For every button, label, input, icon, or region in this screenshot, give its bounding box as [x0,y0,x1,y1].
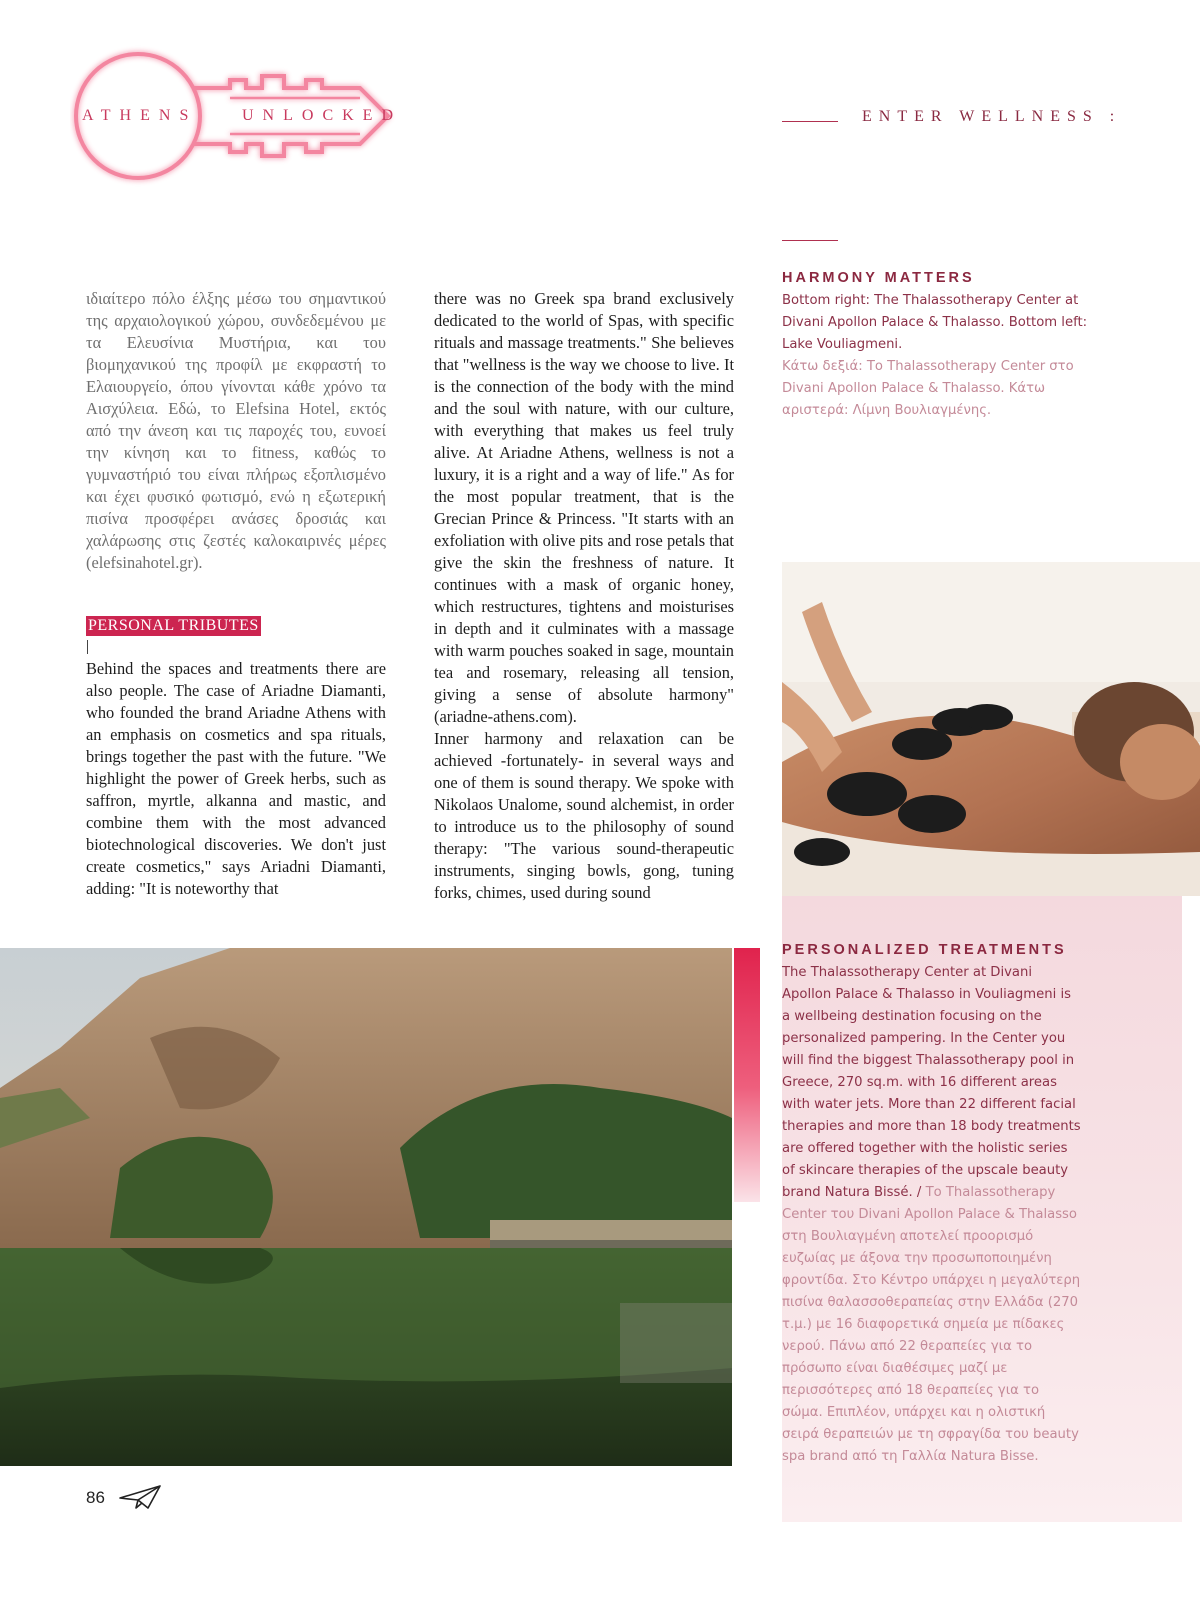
lake-vouliagmeni-photo [0,948,732,1466]
caption-rule [782,240,838,241]
logo-text-athens: ATHENS [82,107,198,124]
paper-plane-icon [118,1484,162,1510]
athens-unlocked-logo [70,40,400,190]
caption-title-personalized: PERSONALIZED TREATMENTS [782,942,1067,958]
caption-personalized-gr: Το Thalassotherapy Center του Divani Apollon Palace & Thalasso στη Βουλιαγμένη αποτελεί προορισμό ευζωίας με άξονα την προσωποποιημένη φροντίδα. Στο Κέντρο υπάρχει η μεγαλύτερη πισίνα θαλασσοθεραπείας στην Ελλάδα (270 τ.μ.) με 16 διαφορετικά σημεία με πίδακες νερού. Πάνω από 22 θεραπείες για το πρόσωπο είναι διαθέσιμες μαζί με περισσότερες από 18 θεραπείες για το σώμα. Επιπλέον, υπάρχει και η ολιστική σειρά θεραπειών με τη σφραγίδα του beauty spa brand από τη Γαλλία Natura Bisse. [782,1185,1081,1464]
greek-intro-text: ιδιαίτερο πόλο έλξης μέσω του σημαντικού της αρχαιολογικού χώρου, συνδεδεμένου με τα Ελευσίνια Μυστήρια, και του βιομηχανικού της προφίλ με εκφραστή το Ελαιουργείο, όπου γίνονται κάθε χρόνο τα Αισχύλεια. Εδώ, το Elefsina Hotel, εκτός από την άνεση και τις παροχές του, ευνοεί την κίνηση και το fitness, καθώς το γυμναστήριό του είναι πλήρως εξοπλισμένο και έχει φυσικό φωτισμό, ενώ η εξωτερική πισίνα προσφέρει ανάσες δροσιάς και χαλάρωσης στις ζεστές καλοκαιρινές μέρες (elefsinahotel.gr). [86,289,386,572]
middle-body-column [434,288,734,904]
middle-body-text-2: Inner harmony and relaxation can be achieved -fortunately- in several ways and one of them is sound therapy. We spoke with Nikolaos Unalome, sound alchemist, in order to introduce us to the philosophy of sound therapy: "The various sound-therapeutic instruments, singing bowls, gong, tuning forks, chimes, used during sound [434,729,734,902]
logo-text-unlocked: UNLOCKED [242,107,402,124]
caption-harmony-en: Bottom right: The Thalassotherapy Center at Divani Apollon Palace & Thalasso. Bottom left: Lake Vouliagmeni. [782,293,1088,352]
accent-gradient-bar [734,948,760,1202]
page-number: 86 [86,1488,105,1507]
greek-intro-column [86,288,386,574]
left-body-column [86,658,386,900]
left-body-text: Behind the spaces and treatments there are also people. The case of Ariadne Diamanti, who founded the brand Ariadne Athens with an emphasis on cosmetics and spa rituals, brings together the past with the future. "We highlight the power of Greek herbs, such as saffron, myrtle, alkanna and mastic, and combine them with the most advanced biotechnological discoveries. We don't just create cosmetics," says Ariadni Diamanti, adding: "It is noteworthy that [86,659,386,898]
subhead-personal-tributes: PERSONAL TRIBUTES [88,617,259,634]
caption-title-harmony: HARMONY MATTERS [782,270,975,286]
hot-stone-massage-photo [782,562,1200,896]
middle-body-text-1: there was no Greek spa brand exclusively dedicated to the world of Spas, with specific rituals and massage treatments." She believes that "wellness is the way we choose to live. It is the connection of the body with the mind and the soul with nature, with our culture, with everything that makes us feel truly alive. At Ariadne Athens, wellness is not a luxury, it is a right and a way of life." As for the most popular treatment, that is the Grecian Prince & Princess. "It starts with an exfoliation with olive pits and rose petals that give the skin the freshness of nature. It continues with a mask of organic honey, which restructures, tightens and moisturises in depth and it culminates with a massage with warm pouches soaked in sage, mountain tea and rosemary, releasing all tension, giving a sense of absolute harmony" (ariadne-athens.com). [434,289,734,726]
caption-harmony-gr: Κάτω δεξιά: Το Thalassotherapy Center στο Divani Apollon Palace & Thalasso. Κάτω αριστερά: Λίμνη Βουλιαγμένης. [782,359,1074,418]
subhead-marker [87,640,88,654]
section-rule [782,121,838,122]
caption-personalized-en: The Thalassotherapy Center at Divani Apollon Palace & Thalasso in Vouliagmeni is a wellbeing destination focusing on the personalized pampering. In the Center you will find the biggest Thalassotherapy pool in Greece, 270 sq.m. with 16 different areas with water jets. More than 22 different facial therapies and more than 18 body treatments are offered together with the holistic series of skincare therapies of the upscale beauty brand Natura Bissé. / [782,965,1081,1200]
caption-personalized [782,962,1082,1468]
section-label: ENTER WELLNESS : [862,108,1122,125]
